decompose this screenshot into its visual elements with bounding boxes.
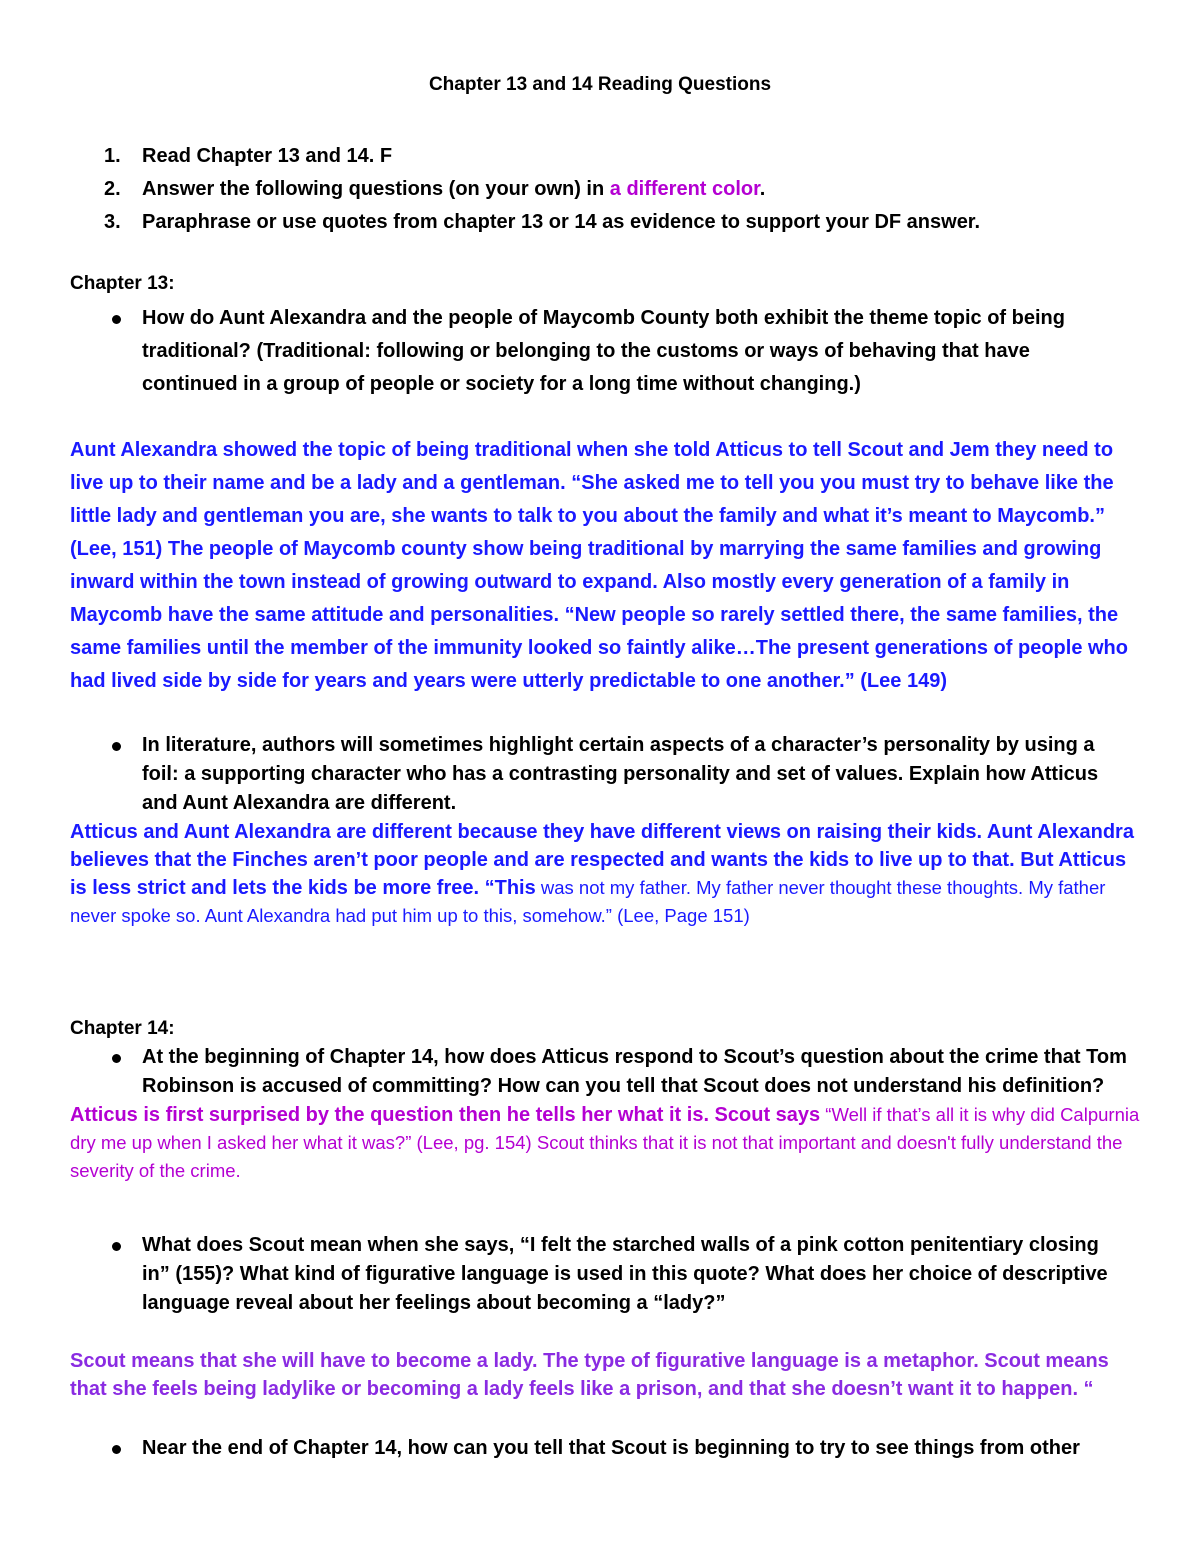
- instruction-item: [70, 140, 1130, 173]
- instruction-colored-text: a different color: [609, 178, 760, 200]
- question-text: How do Aunt Alexandra and the people of Maycomb County both exhibit the theme topic of being traditional? (Traditional: following or belonging to the customs or ways of behaving that have continued in a group of people or society for a long time without changing.): [142, 307, 1065, 395]
- instruction-item: [70, 206, 1130, 239]
- chapter-14-answer-1: [70, 1101, 1140, 1185]
- answer-quote: “Well if that’s all it is why did Calpurnia dry me up when I asked her what it was?” (Lee, pg. 154) Scout thinks that it is not that important and doesn't fully understand the severity of the crime.: [70, 1104, 1140, 1181]
- instruction-text-end: .: [759, 178, 766, 200]
- instruction-text: Read Chapter 13 and 14. F: [142, 145, 393, 167]
- answer-quote: was not my father. My father never thought these thoughts. My father never spoke so. Aunt Alexandra had put him up to this, somehow.” (Lee, Page 151): [70, 877, 1106, 926]
- chapter-14-question-1: [70, 1043, 1130, 1101]
- instruction-text: Answer the following questions (on your own) in: [142, 178, 610, 200]
- question-text: At the beginning of Chapter 14, how does Atticus respond to Scout’s question about the crime that Tom Robinson is accused of committing? How can you tell that Scout does not understand his definition?: [142, 1046, 1127, 1097]
- question-text: What does Scout mean when she says, “I felt the starched walls of a pink cotton penitentiary closing in” (155)? What kind of figurative language is used in this quote? What does her choice of descriptive language reveal about her feelings about becoming a “lady?”: [142, 1234, 1108, 1314]
- chapter-14-question-2: [70, 1231, 1130, 1318]
- instruction-number: 2.: [104, 178, 121, 200]
- answer-text: Atticus is first surprised by the question then he tells her what it is. Scout says: [70, 1104, 821, 1126]
- chapter-13-heading: Chapter 13:: [70, 273, 175, 294]
- instruction-number: 1.: [104, 145, 121, 167]
- instruction-text: Paraphrase or use quotes from chapter 13 or 14 as evidence to support your DF answer.: [142, 211, 981, 233]
- bullet-icon: [112, 1054, 121, 1063]
- page-title: Chapter 13 and 14 Reading Questions: [428, 74, 772, 95]
- chapter-14-heading: Chapter 14:: [70, 1018, 175, 1039]
- bullet-icon: [112, 1445, 121, 1454]
- instruction-item: [70, 173, 1130, 206]
- chapter-14-question-3: [70, 1432, 1130, 1465]
- question-text: Near the end of Chapter 14, how can you tell that Scout is beginning to try to see things from other: [142, 1437, 1080, 1459]
- bullet-icon: [112, 1242, 121, 1251]
- chapter-14-answer-2: Scout means that she will have to become a lady. The type of figurative language is a metaphor. Scout means that she feels being ladylike or becoming a lady feels like a prison, and that she doesn’t want it to happen. “: [70, 1350, 1109, 1400]
- bullet-icon: [112, 742, 121, 751]
- question-text: In literature, authors will sometimes highlight certain aspects of a character’s personality by using a foil: a supporting character who has a contrasting personality and set of values. Explain how Atticus and Aunt Alexandra are different.: [142, 734, 1099, 814]
- chapter-13-answer-1: Aunt Alexandra showed the topic of being traditional when she told Atticus to tell Scout and Jem they need to live up to their name and be a lady and a gentleman. “She asked me to tell you you must try to behave like the little lady and gentleman you are, she wants to talk to you about the family and what it’s meant to Maycomb.” (Lee, 151) The people of Maycomb county show being traditional by marrying the same families and growing inward within the town instead of growing outward to expand. Also mostly every generation of a family in Maycomb have the same attitude and personalities. “New people so rarely settled there, the same families, the same families until the member of the immunity looked so faintly alike…The present generations of people who had lived side by side for years and years were utterly predictable to one another.” (Lee 149): [70, 439, 1128, 692]
- instruction-list: [70, 140, 1130, 239]
- bullet-icon: [112, 315, 121, 324]
- instruction-number: 3.: [104, 211, 121, 233]
- answer-text: Atticus and Aunt Alexandra are different because they have different views on raising their kids. Aunt Alexandra believes that the Finches aren’t poor people and are respected and wants the kids to live up to that. But Atticus is less strict and lets the kids be more free. “This: [70, 821, 1134, 899]
- chapter-13-question-1: [70, 302, 1130, 401]
- chapter-13-question-2: [70, 731, 1130, 818]
- chapter-13-answer-2: [70, 818, 1140, 930]
